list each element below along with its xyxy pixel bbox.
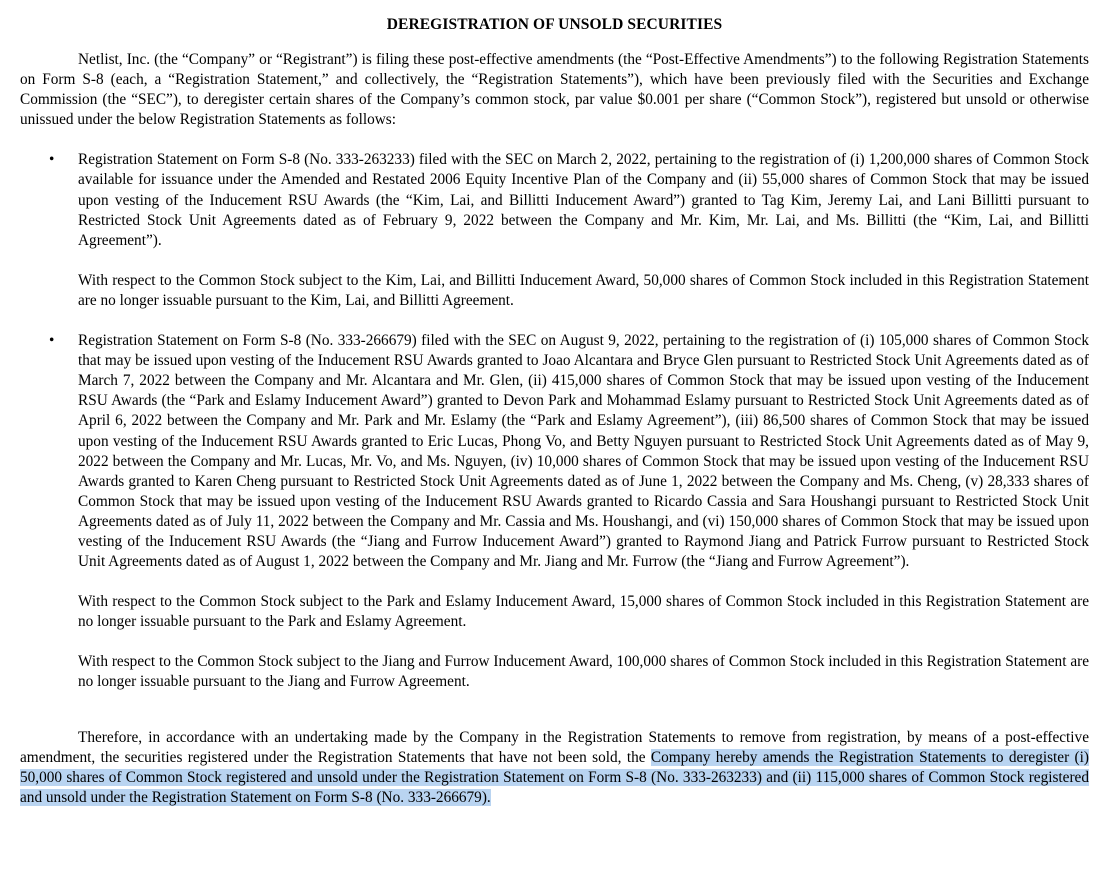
follow-paragraph: With respect to the Common Stock subject to the Park and Eslamy Inducement Award, 15,000 shares of Common Stock included in this Registration Statement are no longer issuable pursuant to the Park and Eslamy Agreement. bbox=[78, 593, 1089, 631]
list-item bbox=[20, 150, 1089, 250]
spacer bbox=[20, 311, 1089, 331]
bullet-icon: • bbox=[49, 332, 55, 350]
closing-paragraph-lead: Therefore, in accordance with an undertaking made by the Company in the Registration Statements to remove from registration, by means of a post-effective amendment, the securities registered under the Registration Statements that have not been sold, the bbox=[20, 728, 1089, 766]
follow-paragraph: With respect to the Common Stock subject to the Kim, Lai, and Billitti Inducement Award, 50,000 shares of Common Stock included in this Registration Statement are no longer issuable pursuant to the Kim, Lai, and Billitti Agreement. bbox=[78, 271, 1089, 309]
document-body bbox=[20, 50, 1089, 824]
intro-paragraph: Netlist, Inc. (the “Company” or “Registrant”) is filing these post-effective amendments (the “Post-Effective Amendments”) to the following Registration Statements on Form S-8 (each, a “Registration Statement,” and collectively, the “Registration Statements”), which have been previously filed with the Securities and Exchange Commission (the “SEC”), to deregister certain shares of the Company’s common stock, par value $0.001 per share (“Common Stock”), registered but unsold or otherwise unissued under the below Registration Statements as follows: bbox=[20, 51, 1089, 129]
spacer bbox=[20, 572, 1089, 592]
follow-paragraph: With respect to the Common Stock subject to the Jiang and Furrow Inducement Award, 100,000 shares of Common Stock included in this Registration Statement are no longer issuable pursuant to the Jiang and Furrow Agreement. bbox=[78, 653, 1089, 691]
registration-statement-list bbox=[20, 150, 1089, 692]
list-item-text: Registration Statement on Form S-8 (No. 333-266679) filed with the SEC on August 9, 2022, pertaining to the registration of (i) 105,000 shares of Common Stock that may be issued upon vesting of the Inducement RSU Awards granted to Joao Alcantara and Bryce Glen pursuant to Restricted Stock Unit Agreements dated as of March 7, 2022 between the Company and Mr. Alcantara and Mr. Glen, (ii) 415,000 shares of Common Stock that may be issued upon vesting of the Inducement RSU Awards (the “Park and Eslamy Inducement Award”) granted to Devon Park and Mohammad Eslamy pursuant to Restricted Stock Unit Agreements dated as of April 6, 2022 between the Company and Mr. Park and Mr. Eslamy (the “Park and Eslamy Agreement”), (iii) 86,500 shares of Common Stock that may be issued upon vesting of the Inducement RSU Awards granted to Eric Lucas, Phong Vo, and Betty Nguyen pursuant to Restricted Stock Unit Agreements dated as of May 9, 2022 between the Company and Mr. Lucas, Mr. Vo, and Ms. Nguyen, (iv) 10,000 shares of Common Stock that may be issued upon vesting of the Inducement RSU Awards granted to Karen Cheng pursuant to Restricted Stock Unit Agreements dated as of June 1, 2022 between the Company and Ms. Cheng, (v) 28,333 shares of Common Stock that may be issued upon vesting of the Inducement RSU Awards granted to Ricardo Cassia and Sara Houshangi pursuant to Restricted Stock Unit Agreements dated as of July 11, 2022 between the Company and Mr. Cassia and Ms. Houshangi, and (vi) 150,000 shares of Common Stock that may be issued upon vesting of the Inducement RSU Awards (the “Jiang and Furrow Inducement Award”) granted to Raymond Jiang and Patrick Furrow pursuant to Restricted Stock Unit Agreements dated as of August 1, 2022 between the Company and Mr. Jiang and Mr. Furrow (the “Jiang and Furrow Agreement”). bbox=[78, 332, 1089, 571]
bullet-icon: • bbox=[49, 151, 55, 169]
spacer bbox=[20, 632, 1089, 652]
page-title: DEREGISTRATION OF UNSOLD SECURITIES bbox=[386, 16, 723, 33]
list-item bbox=[20, 331, 1089, 572]
spacer bbox=[20, 693, 1089, 713]
spacer bbox=[20, 130, 1089, 150]
closing-paragraph bbox=[20, 728, 1089, 808]
spacer bbox=[20, 251, 1089, 271]
highlighted-amendment-text: Company hereby amends the Registration Statements to deregister (i) 50,000 shares of Common Stock registered and unsold under the Registration Statement on Form S-8 (No. 333-263233) and (ii) 115,000 shares of Common Stock registered and unsold under the Registration Statement on Form S-8 (No. 333-266679). bbox=[20, 748, 1089, 807]
list-item-text: Registration Statement on Form S-8 (No. 333-263233) filed with the SEC on March 2, 2022, pertaining to the registration of (i) 1,200,000 shares of Common Stock available for issuance under the Amended and Restated 2006 Equity Incentive Plan of the Company and (ii) 55,000 shares of Common Stock that may be issued upon vesting of the Inducement RSU Awards (the “Kim, Lai, and Billitti Inducement Award”) granted to Tag Kim, Jeremy Lai, and Lani Billitti pursuant to Restricted Stock Unit Agreements dated as of February 9, 2022 between the Company and Mr. Kim, Mr. Lai, and Ms. Billitti (the “Kim, Lai, and Billitti Agreement”). bbox=[78, 151, 1089, 249]
